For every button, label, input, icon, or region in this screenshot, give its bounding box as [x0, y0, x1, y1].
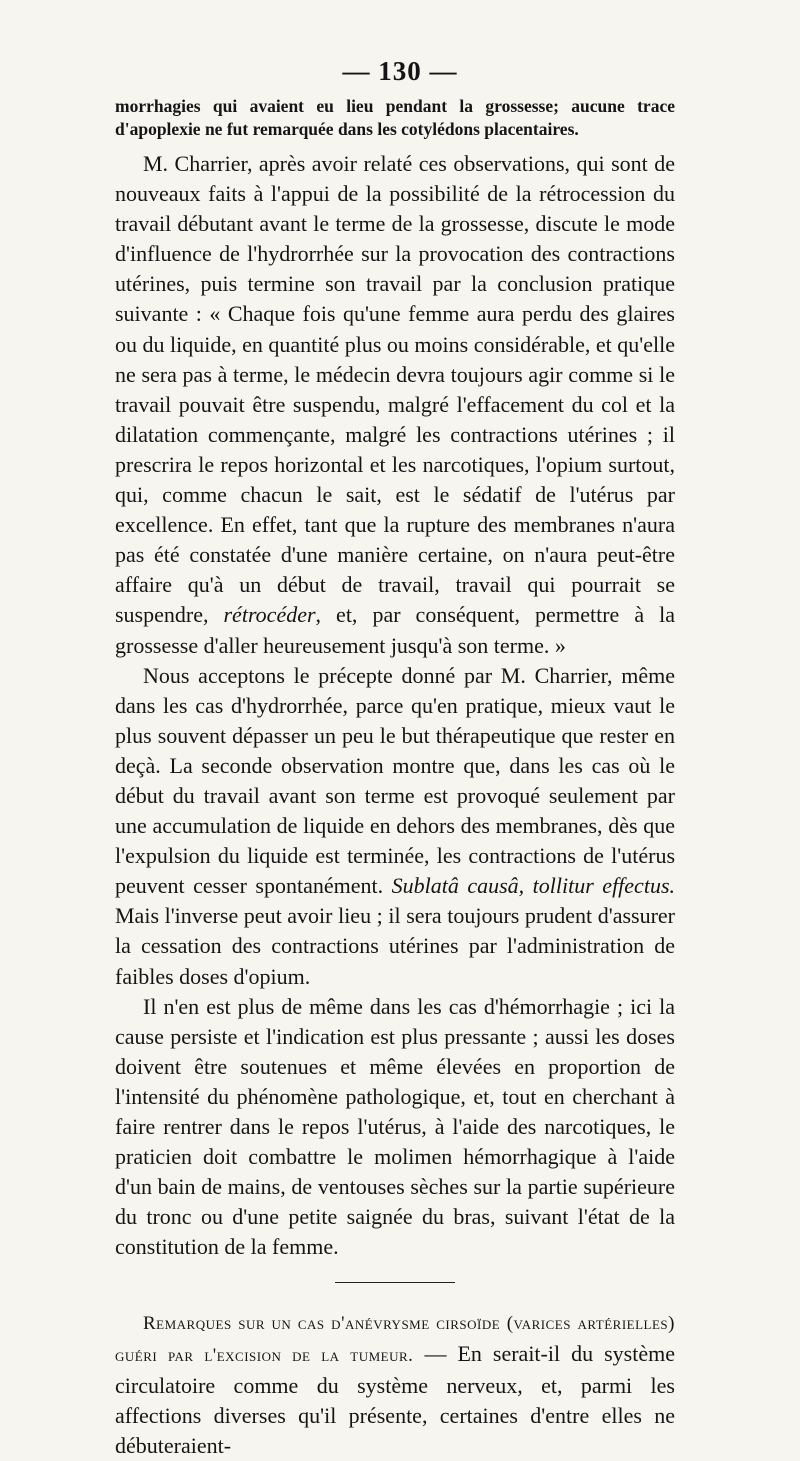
section-heading: Remarques sur un cas d'anévrysme cirsoïde (varices artérielles) guéri par l'excision de la tumeur. [115, 1313, 675, 1367]
paragraph-text: , et, par conséquent, permettre à la grossesse d'aller heureusement jusqu'à son terme. » [115, 602, 675, 658]
text-column [115, 95, 675, 1461]
footnote-continuation: morrhagies qui avaient eu lieu pendant la grossesse; aucune trace d'apoplexie ne fut remarquée dans les cotylédons placentaires. [115, 96, 675, 139]
paragraph-charrier-conclusion [115, 149, 675, 661]
paragraph-text: M. Charrier, après avoir relaté ces observations, qui sont de nouveaux faits à l'appui de la possibilité de la rétrocession du travail débutant avant le terme de la grossesse, discute le mode d'influence de l'hydrorrhée sur la provocation des contractions utérines, puis termine son travail par la conclusion pratique suivante : « Chaque fois qu'une femme aura perdu des glaires ou du liquide, en quantité plus ou moins considérable, et qu'elle ne sera pas à terme, le médecin devra toujours agir comme si le travail pouvait être suspendu, malgré l'effacement du col et la dilatation commençante, malgré les contractions utérines ; il prescrira le repos horizontal et les narcotiques, l'opium surtout, qui, comme chacun le sait, est le sédatif de l'utérus par excellence. En effet, tant que la rupture des membranes n'aura pas été constatée d'une manière certaine, on n'aura peut-être affaire qu'à un début de travail, travail qui pourrait se suspendre, [115, 151, 675, 628]
paragraph-text: Mais l'inverse peut avoir lieu ; il sera toujours prudent d'assurer la cessation des contractions utérines par l'administration de faibles doses d'opium. [115, 903, 675, 989]
italic-term: rétrocéder [223, 602, 316, 628]
section-divider [335, 1282, 455, 1283]
latin-maxim: Sublatâ causâ, tollitur effectus. [391, 873, 675, 899]
page-number: — 130 — [342, 56, 458, 86]
paragraph-text: Nous acceptons le précepte donné par M. Charrier, même dans les cas d'hydrorrhée, parce qu'en pratique, mieux vaut le plus souvent dépasser un peu le but thérapeutique que rester en deçà. La seconde observation montre que, dans les cas où le début du travail avant son terme est provoqué seulement par une accumulation de liquide en dehors des membranes, dès que l'expulsion du liquide est terminée, les contractions de l'utérus peuvent cesser spontanément. [115, 662, 675, 899]
paragraph-remarks [115, 1307, 675, 1461]
paragraph-precept [115, 661, 675, 992]
paragraph-text: — En serait-il du système circulatoire comme du système nerveux, et, parmi les affections diverses qu'il présente, certaines d'entre elles ne débuteraient- [115, 1341, 675, 1459]
paragraph-hemorrhage: Il n'en est plus de même dans les cas d'hémorrhagie ; ici la cause persiste et l'indication est plus pressante ; aussi les doses doivent être soutenues et même élevées en proportion de l'intensité du phénomène pathologique, et, tout en cherchant à faire rentrer dans le repos l'utérus, à l'aide des narcotiques, le praticien doit combattre le molimen hémorrhagique à l'aide d'un bain de mains, de ventouses sèches sur la partie supérieure du tronc ou d'une petite saignée du bras, suivant l'état de la constitution de la femme. [115, 993, 675, 1260]
